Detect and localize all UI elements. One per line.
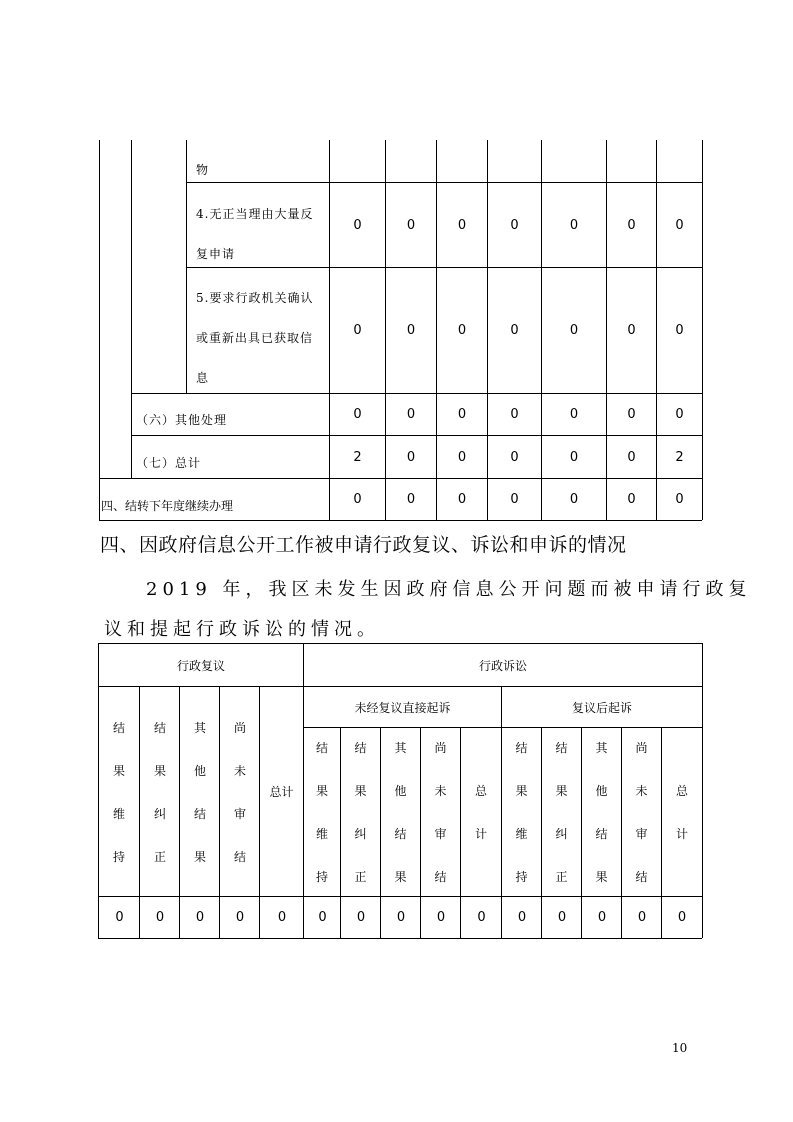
value-cell: 0 [235,910,245,925]
column-header-char: 果 [515,784,528,798]
column-header-char: 果 [394,870,407,884]
review-header: 行政复议 [176,658,225,673]
column-header-char: 他 [193,763,206,778]
row-label-line: 复申请 [196,247,236,261]
column-header-char: 他 [595,784,608,798]
column-header-char: 维 [515,827,528,841]
value-cell: 0 [627,449,636,465]
column-header-char: 维 [315,827,328,841]
column-header-char: 结 [595,827,608,841]
column-header-char: 果 [354,784,367,798]
column-header-char: 他 [394,784,407,798]
column-header [582,728,621,896]
value-cell [437,141,487,182]
column-header-char: 结 [112,720,125,735]
value-cell: 0 [557,910,567,925]
value-cell: 0 [627,492,636,507]
row-label-line: （六）其他处理 [136,413,228,427]
value-cell: 0 [569,492,579,507]
column-header-char: 果 [153,763,166,778]
value-cell: 0 [356,910,366,925]
column-header-char: 其 [595,741,608,755]
row-label [196,150,209,190]
column-header-char: 持 [515,870,528,884]
column-header-char: 纠 [354,827,367,841]
column-header [99,687,139,896]
column-header-char: 尚 [635,741,648,755]
column-header-char: 果 [315,784,328,798]
column-header [542,728,581,896]
value-cell: 0 [517,910,527,925]
column-header [461,728,501,896]
column-header-char: 结 [315,741,328,755]
row-label-line: 4.无正当理由大量反 [196,207,314,221]
value-cell: 0 [675,323,684,338]
column-header-char: 果 [112,763,125,778]
column-header [140,687,180,896]
row-label-line: 息 [196,371,210,385]
column-header-char: 持 [112,849,125,864]
value-cell [542,141,606,182]
row-label [196,278,313,398]
value-cell: 0 [627,217,636,233]
row-label [136,443,201,483]
column-header-char: 尚 [233,720,246,735]
value-cell: 0 [457,492,467,507]
value-cell: 0 [195,910,205,925]
column-header-char: 其 [394,741,407,755]
column-header-char: 结 [515,741,528,755]
column-header [304,728,340,896]
direct-suit-header: 未经复议直接起诉 [354,700,451,715]
value-cell: 2 [675,449,684,465]
value-cell: 0 [115,910,124,925]
value-cell: 0 [406,492,416,507]
column-header [180,687,220,896]
value-cell: 0 [353,217,362,233]
column-header [502,728,541,896]
column-header-char: 果 [555,784,568,798]
value-cell [657,141,702,182]
review-total-header: 总计 [269,785,294,799]
value-cell: 0 [675,407,684,422]
page-number: 10 [672,1041,688,1055]
value-cell: 0 [569,323,579,338]
value-cell: 2 [353,449,362,465]
column-header-char: 结 [434,870,447,884]
value-cell: 0 [457,407,467,422]
value-cell: 0 [318,910,327,925]
value-cell: 0 [637,910,647,925]
column-header [220,687,260,896]
column-header-char: 审 [233,806,246,821]
value-cell: 0 [569,217,579,233]
column-header-char: 未 [233,763,246,778]
column-header-char: 审 [635,827,648,841]
column-header-char: 审 [434,827,447,841]
value-cell: 0 [457,217,467,233]
row-label-line: 四、结转下年度继续办理 [101,499,234,513]
row-label [101,486,233,526]
after-review-suit-header: 复议后起诉 [571,700,632,715]
column-header-char: 结 [394,827,407,841]
column-header [341,728,380,896]
column-header-char: 其 [193,720,206,735]
value-cell: 0 [510,323,519,338]
value-cell: 0 [510,492,519,507]
value-cell: 0 [353,323,362,338]
column-header-char: 计 [675,827,688,841]
column-header-char: 结 [635,870,648,884]
value-cell: 0 [569,407,579,422]
section-paragraph-line: 议和提起行政诉讼的情况。 [104,619,380,640]
column-header-char: 持 [315,870,328,884]
column-header-char: 正 [153,849,166,864]
value-cell: 0 [597,910,607,925]
value-cell: 0 [406,407,416,422]
value-cell [488,141,541,182]
row-label-line: 物 [196,163,210,177]
column-header-char: 结 [555,741,568,755]
value-cell: 0 [510,407,519,422]
row-label [196,194,313,274]
value-cell: 0 [436,910,446,925]
value-cell: 0 [569,449,579,465]
value-cell: 0 [353,407,362,422]
column-header-char: 结 [354,741,367,755]
row-label-line: 或重新出具已获取信 [196,331,314,345]
column-header-char: 维 [112,806,125,821]
row-label [136,400,227,440]
column-header-char: 未 [434,784,447,798]
column-header-char: 纠 [555,827,568,841]
value-cell: 0 [677,910,687,925]
value-cell: 0 [627,407,636,422]
value-cell: 0 [477,910,486,925]
column-header-char: 计 [474,827,487,841]
value-cell [386,141,436,182]
column-header-char: 正 [354,870,367,884]
column-header [421,728,460,896]
column-header [662,728,702,896]
value-cell [330,141,385,182]
value-cell: 0 [627,323,636,338]
value-cell: 0 [675,217,684,233]
value-cell: 0 [406,323,416,338]
column-header-char: 结 [193,806,206,821]
value-cell: 0 [457,323,467,338]
value-cell: 0 [396,910,406,925]
column-header-char: 总 [675,784,688,798]
value-cell: 0 [155,910,165,925]
column-header-char: 结 [233,849,246,864]
section-heading: 四、因政府信息公开工作被申请行政复议、诉讼和申诉的情况 [100,534,627,556]
row-label-line: （七）总计 [136,456,202,470]
column-header-char: 果 [595,870,608,884]
column-header-char: 未 [635,784,648,798]
row-label-line: 5.要求行政机关确认 [196,291,314,305]
column-header-char: 果 [193,849,206,864]
value-cell: 0 [510,449,519,465]
value-cell: 0 [457,449,467,465]
value-cell: 0 [277,910,287,925]
value-cell: 0 [510,217,519,233]
litigation-header: 行政诉讼 [478,658,527,673]
column-header-char: 正 [555,870,568,884]
section-paragraph-line: 2019 年，我区未发生因政府信息公开问题而被申请行政复 [146,579,752,600]
column-header-char: 结 [153,720,166,735]
column-header-char: 尚 [434,741,447,755]
value-cell: 0 [406,449,416,465]
column-header-char: 纠 [153,806,166,821]
value-cell [607,141,656,182]
value-cell: 0 [675,492,684,507]
column-header [622,728,661,896]
value-cell: 0 [353,492,362,507]
column-header-char: 总 [474,784,487,798]
value-cell: 0 [406,217,416,233]
column-header [381,728,420,896]
